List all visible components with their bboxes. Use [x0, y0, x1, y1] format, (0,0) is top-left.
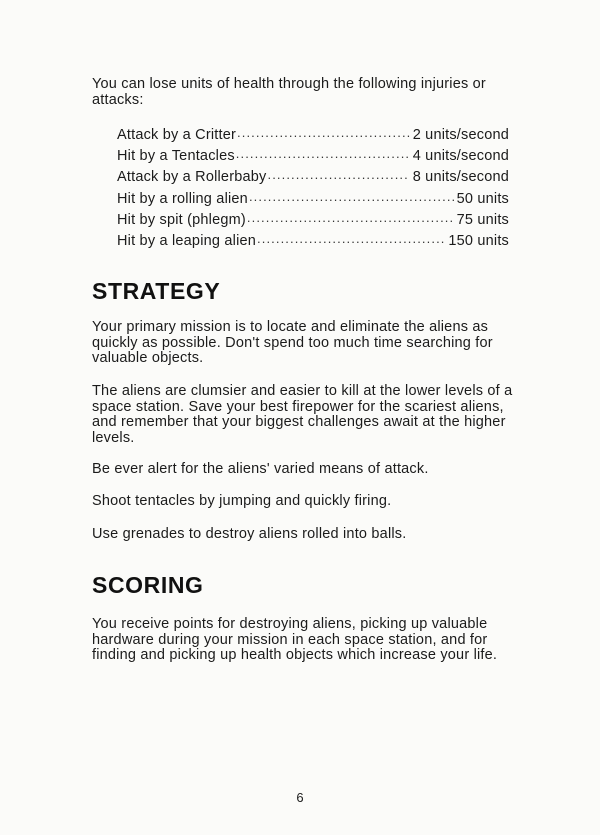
dot-leader: [236, 144, 410, 160]
injuries-intro: You can lose units of health through the following injuries or attacks:: [92, 76, 486, 108]
injury-value: 150 units: [448, 232, 509, 249]
injury-value: 8 units/second: [412, 169, 509, 186]
injury-row: [117, 165, 509, 186]
dot-leader: [247, 208, 454, 224]
injury-value: 2 units/second: [412, 127, 509, 143]
injury-value: 4 units/second: [412, 148, 509, 165]
dot-leader: [237, 123, 410, 139]
page-number: 6: [296, 790, 304, 805]
injury-name: Attack by a Critter: [117, 127, 237, 143]
injury-name: Hit by spit (phlegm): [117, 211, 246, 228]
injury-row: [117, 123, 509, 144]
injury-row: [117, 144, 509, 165]
dot-leader: [249, 187, 454, 203]
injury-row: [117, 208, 509, 229]
injury-row: [117, 187, 509, 208]
scoring-heading: SCORING: [92, 572, 204, 598]
strategy-paragraph-alert: Be ever alert for the aliens' varied means of attack.: [92, 461, 429, 477]
dot-leader: [267, 165, 409, 181]
injury-row: [117, 229, 509, 250]
strategy-paragraph-mission: Your primary mission is to locate and eliminate the aliens as quickly as possible. Don't spend too much time searching for valuable objects.: [92, 319, 493, 367]
injury-value: 75 units: [456, 211, 509, 228]
strategy-heading: STRATEGY: [92, 278, 221, 304]
dot-leader: [257, 229, 445, 245]
injury-name: Hit by a rolling alien: [117, 190, 248, 207]
injury-name: Hit by a leaping alien: [117, 232, 257, 249]
strategy-paragraph-levels: The aliens are clumsier and easier to kill at the lower levels of a space station. Save your best firepower for the scariest aliens, and remember that your biggest challenges await at the higher levels.: [92, 383, 513, 446]
injury-name: Attack by a Rollerbaby: [117, 169, 267, 186]
scoring-paragraph: You receive points for destroying aliens, picking up valuable hardware during your mission in each space station, and for finding and picking up health objects which increase your life.: [92, 616, 498, 664]
injury-value: 50 units: [456, 190, 509, 207]
injury-list: [117, 123, 509, 250]
strategy-paragraph-tentacles: Shoot tentacles by jumping and quickly firing.: [92, 493, 392, 509]
injury-name: Hit by a Tentacles: [117, 148, 235, 165]
strategy-paragraph-grenades: Use grenades to destroy aliens rolled into balls.: [92, 526, 407, 542]
